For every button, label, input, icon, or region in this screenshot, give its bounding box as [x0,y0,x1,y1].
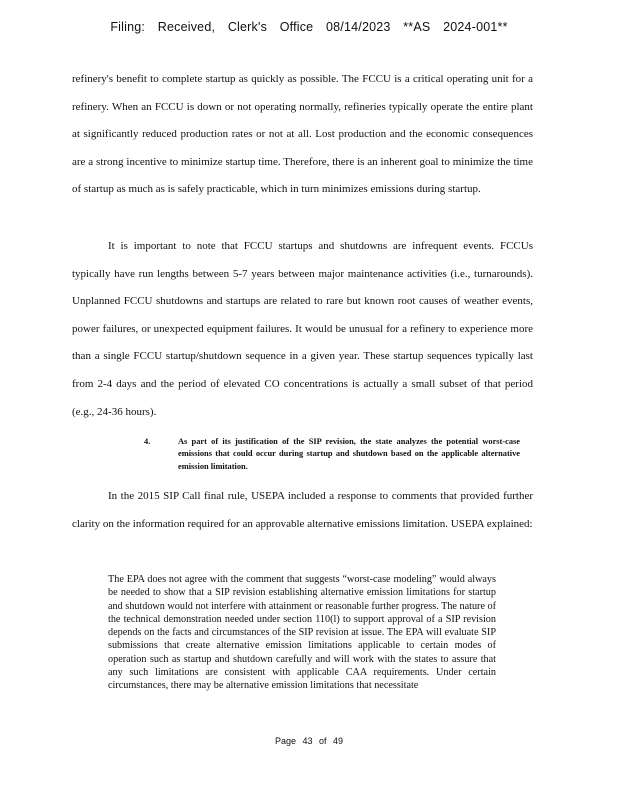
block-quote: The EPA does not agree with the comment that suggests “worst-case modeling” would always be needed to show that a SIP revision establishing alternative emission limitations for startup and shutdown would not interfere with attainment or reasonable further progress. The nature of the technical demonstration needed under section 110(l) to support approval of a SIP revision depends on the facts and circumstances of the SIP revision at issue. The EPA will evaluate SIP submissions that create alternative emission limitations applicable to certain modes of operation such as startup and shutdown carefully and will work with the states to assure that any such limitations are consistent with applicable CAA requirements. Under certain circumstances, there may be alternative emission limitations that necessitate [108,574,496,692]
filing-header: Filing: Received, Clerk's Office 08/14/2023 **AS 2024-001** [110,20,508,34]
numbered-list-item [146,436,520,473]
body-paragraph-2: It is important to note that FCCU startups and shutdowns are infrequent events. FCCUs typically have run lengths between 5-7 years between major maintenance activities (i.e., turnarounds). Unplanned FCCU shutdowns and startups are related to rare but known root causes of weather events, power failures, or unexpected equipment failures. It would be unusual for a refinery to experience more than a single FCCU startup/shutdown sequence in a given year. These startup sequences typically last from 2-4 days and the period of elevated CO concentrations is actually a small subset of that period (e.g., 24-36 hours). [72,240,533,418]
list-item-text: As part of its justification of the SIP revision, the state analyzes the potential worst-case emissions that could occur during startup and shutdown based on the applicable alternative emission limitation. [178,437,520,471]
body-paragraph-1: refinery's benefit to complete startup as quickly as possible. The FCCU is a critical operating unit for a refinery. When an FCCU is down or not operating normally, refineries typically operate the entire plant at significantly reduced production rates or not at all. Lost production and the economic consequences are a strong incentive to minimize startup time. Therefore, there is an inherent goal to minimize the time of startup as much as is safely practicable, which in turn minimizes emissions during startup. [72,73,533,196]
page-number: Page 43 of 49 [274,736,344,746]
list-item-number: 4. [144,437,151,446]
body-paragraph-3: In the 2015 SIP Call final rule, USEPA included a response to comments that provided further clarity on the information required for an approvable alternative emissions limitation. USEPA explained: [72,490,533,530]
